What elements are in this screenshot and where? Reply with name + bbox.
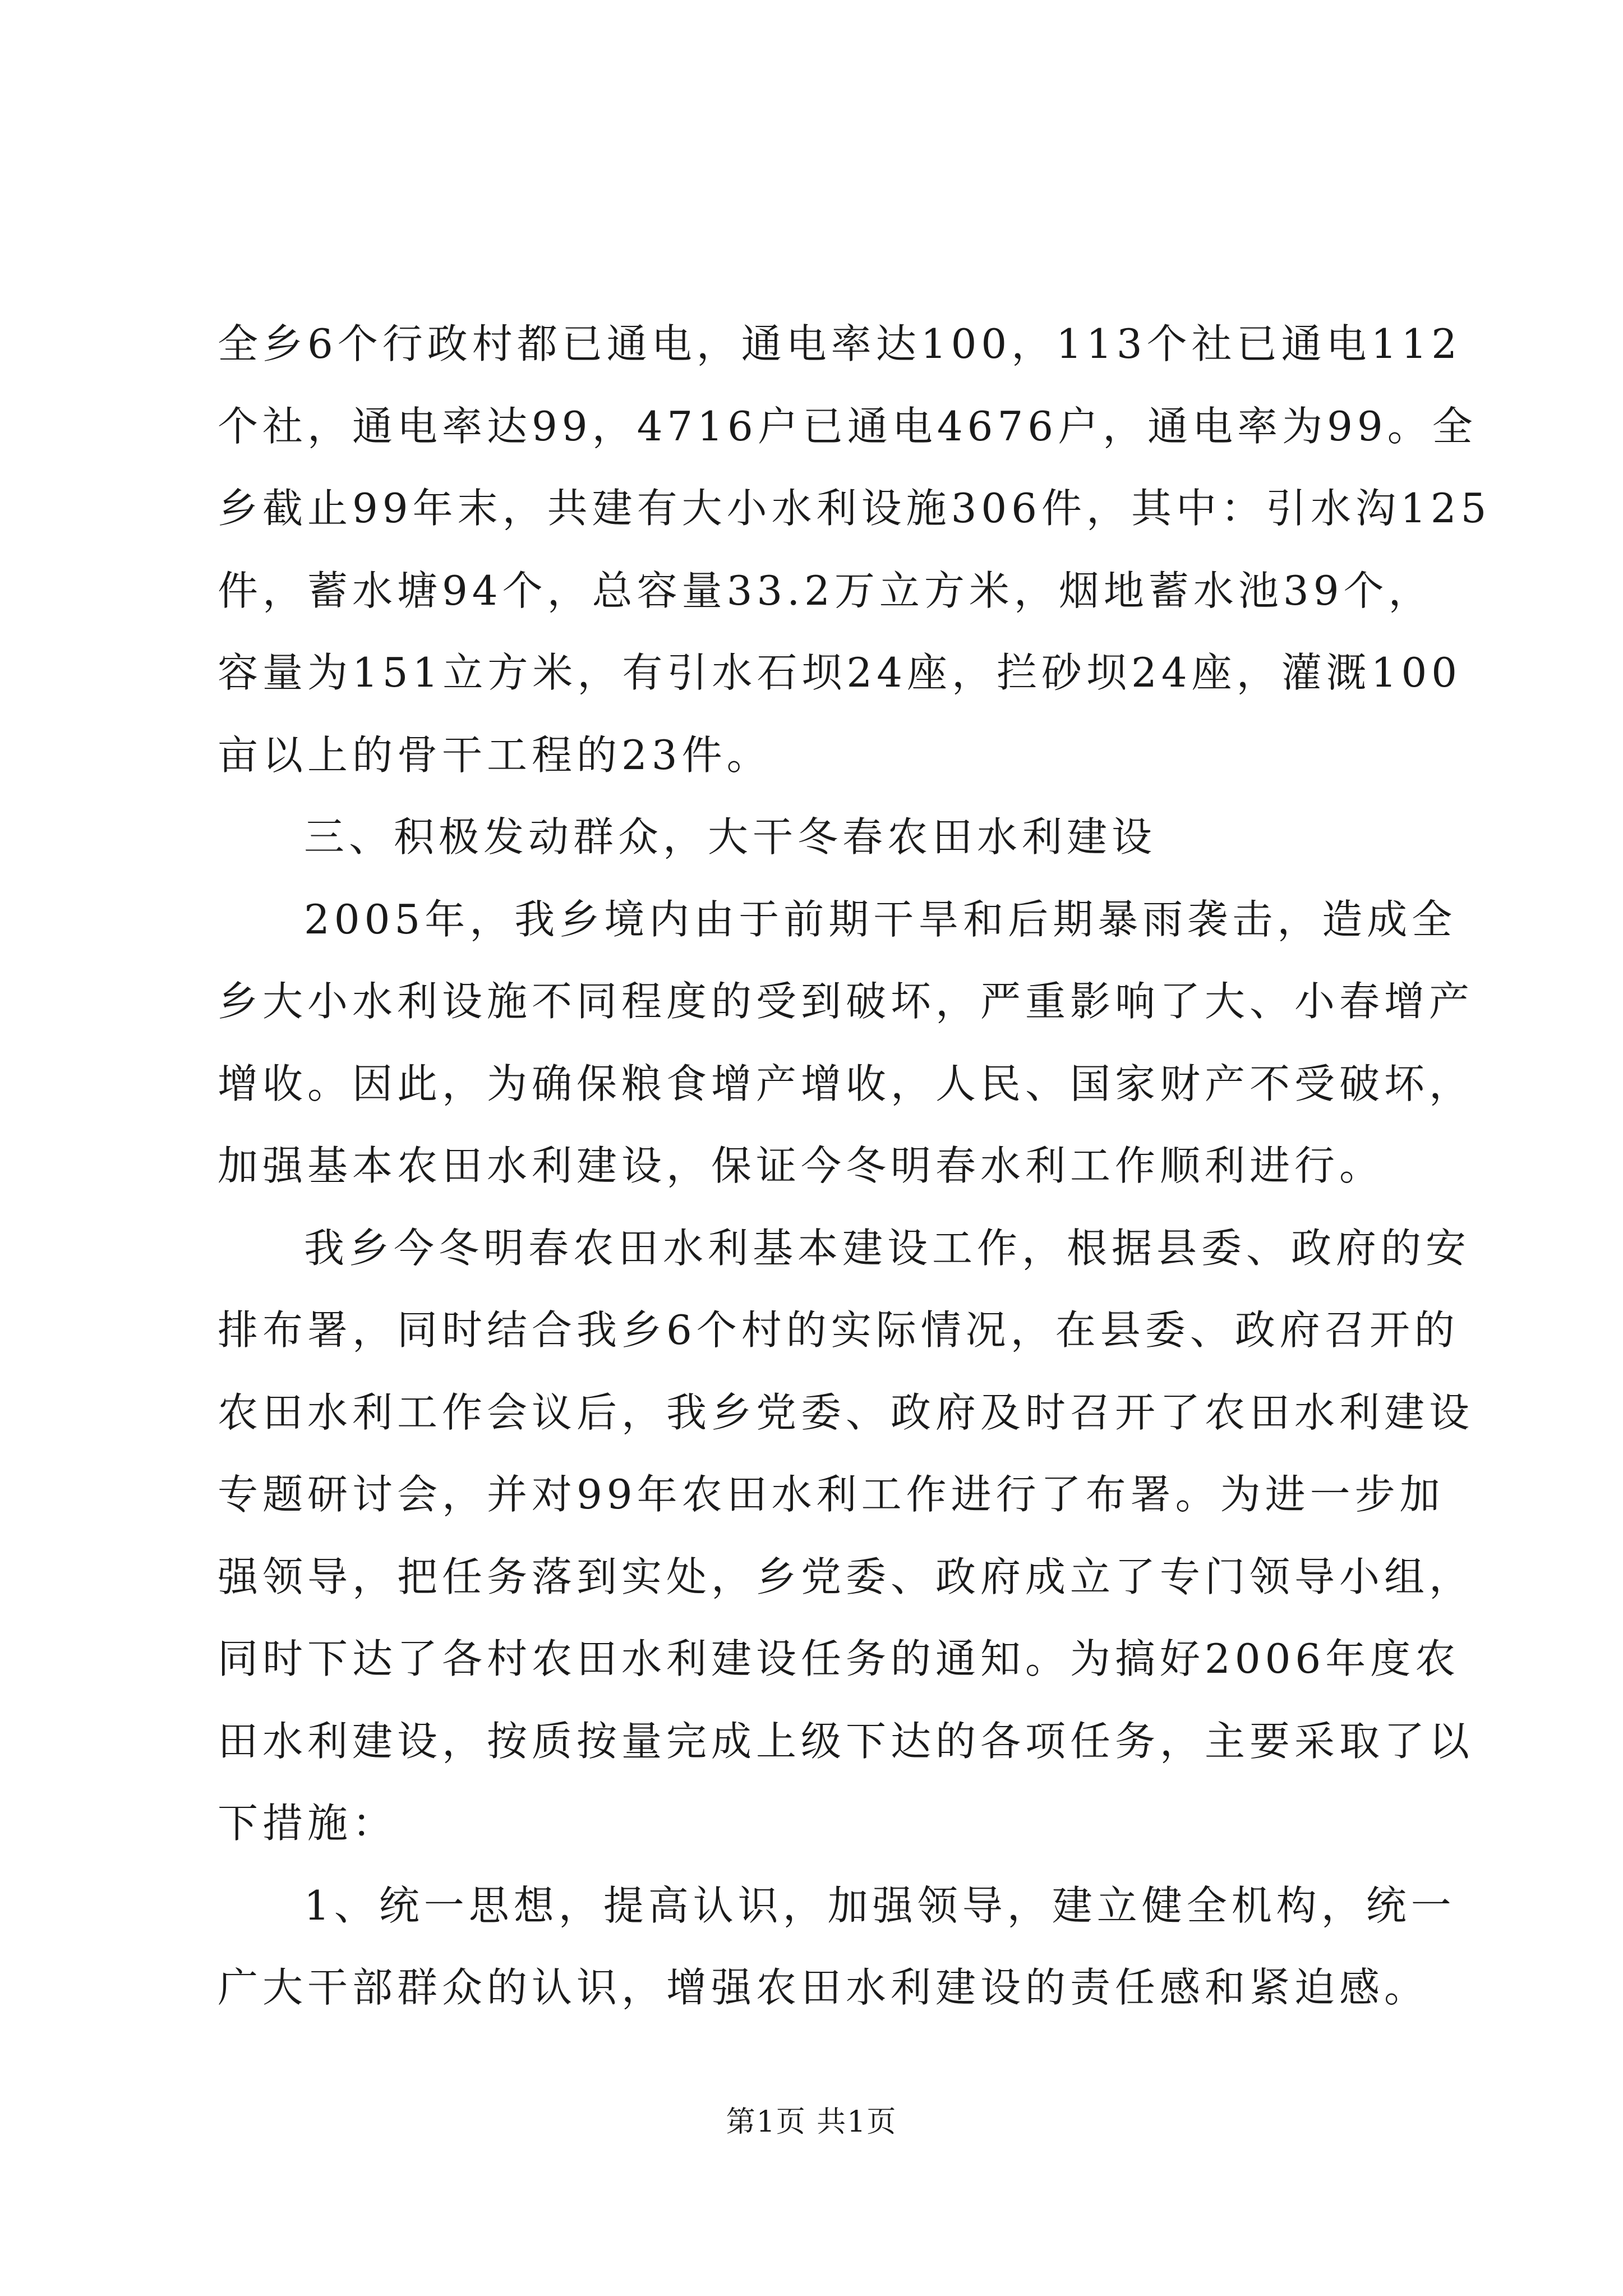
text-line: 2005年，我乡境内由于前期干旱和后期暴雨袭击，造成全 bbox=[304, 895, 1457, 943]
text-line: 专题研讨会，并对99年农田水利工作进行了布署。为进一步加 bbox=[218, 1471, 1445, 1518]
text-line: 加强基本农田水利建设，保证今冬明春水利工作顺利进行。 bbox=[218, 1142, 1385, 1189]
text-line: 强领导，把任务落到实处，乡党委、政府成立了专门领导小组， bbox=[218, 1553, 1474, 1600]
text-line: 下措施： bbox=[218, 1800, 398, 1847]
text-line: 农田水利工作会议后，我乡党委、政府及时召开了农田水利建设 bbox=[218, 1388, 1474, 1436]
text-line: 亩以上的骨干工程的23件。 bbox=[218, 731, 772, 779]
section-heading: 三、积极发动群众，大干冬春农田水利建设 bbox=[304, 813, 1157, 861]
text-line: 1、统一思想，提高认识，加强领导，建立健全机构，统一 bbox=[304, 1881, 1456, 1929]
text-line: 排布署，同时结合我乡6个村的实际情况，在县委、政府召开的 bbox=[218, 1306, 1459, 1354]
text-line: 广大干部群众的认识，增强农田水利建设的责任感和紧迫感。 bbox=[218, 1964, 1430, 2011]
text-line: 个社，通电率达99，4716户已通电4676户，通电率为99。全 bbox=[218, 402, 1477, 450]
text-line: 容量为151立方米，有引水石坝24座，拦砂坝24座，灌溉100 bbox=[218, 649, 1462, 696]
page-footer: 第1页 共1页 bbox=[726, 2105, 897, 2139]
text-line: 增收。因此，为确保粮食增产增收，人民、国家财产不受破坏， bbox=[218, 1060, 1474, 1107]
text-line: 田水利建设，按质按量完成上级下达的各项任务，主要采取了以 bbox=[218, 1717, 1474, 1765]
text-line: 我乡今冬明春农田水利基本建设工作，根据县委、政府的安 bbox=[304, 1224, 1471, 1272]
text-line: 乡截止99年末，共建有大小水利设施306件，其中：引水沟125 bbox=[218, 485, 1491, 532]
text-line: 件，蓄水塘94个，总容量33.2万立方米，烟地蓄水池39个， bbox=[218, 567, 1433, 614]
text-line: 同时下达了各村农田水利建设任务的通知。为搞好2006年度农 bbox=[218, 1635, 1460, 1682]
body-text bbox=[218, 303, 1491, 2029]
text-line: 乡大小水利设施不同程度的受到破坏，严重影响了大、小春增产 bbox=[218, 978, 1474, 1025]
text-line: 全乡6个行政村都已通电，通电率达100，113个社已通电112 bbox=[218, 320, 1462, 367]
